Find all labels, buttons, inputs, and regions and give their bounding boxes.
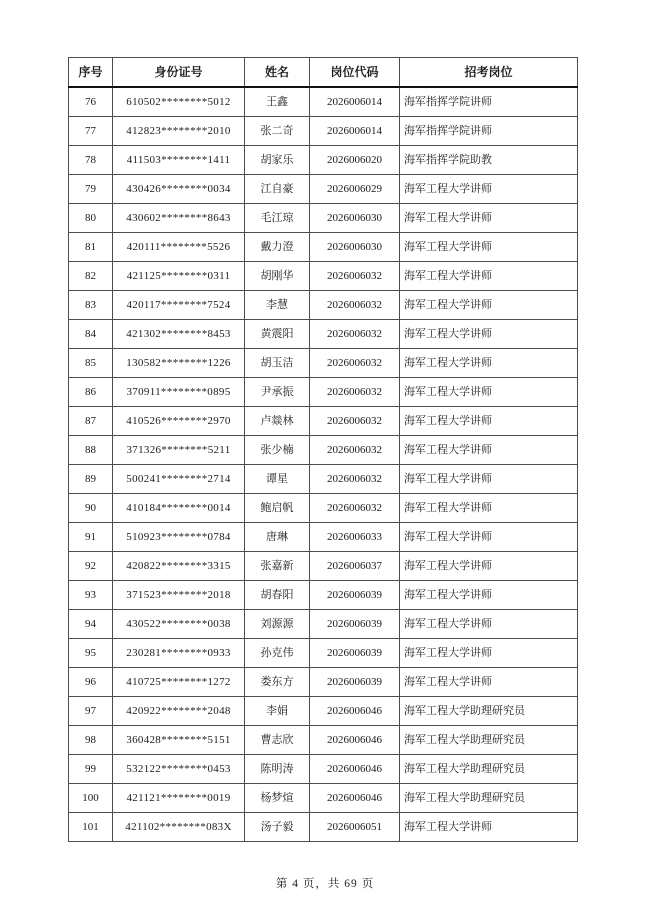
position-code-cell: 2026006039 xyxy=(310,668,400,697)
id-number-cell: 430602********8643 xyxy=(113,204,245,233)
name-cell: 毛江琼 xyxy=(245,204,310,233)
table-row xyxy=(69,436,578,465)
name-cell: 李慧 xyxy=(245,291,310,320)
col-header-name: 姓名 xyxy=(245,58,310,88)
position-title-cell: 海军工程大学讲师 xyxy=(400,175,578,204)
serial-number-cell: 97 xyxy=(69,697,113,726)
table-row xyxy=(69,175,578,204)
name-cell: 鲍启帆 xyxy=(245,494,310,523)
id-number-cell: 430426********0034 xyxy=(113,175,245,204)
position-code-cell: 2026006046 xyxy=(310,697,400,726)
position-title-cell: 海军工程大学助理研究员 xyxy=(400,755,578,784)
position-code-cell: 2026006032 xyxy=(310,320,400,349)
id-number-cell: 412823********2010 xyxy=(113,117,245,146)
position-title-cell: 海军工程大学讲师 xyxy=(400,552,578,581)
table-row xyxy=(69,639,578,668)
recruitment-roster-table xyxy=(68,57,578,842)
name-cell: 胡春阳 xyxy=(245,581,310,610)
col-header-position-title: 招考岗位 xyxy=(400,58,578,88)
table-header-row xyxy=(69,58,578,88)
id-number-cell: 421121********0019 xyxy=(113,784,245,813)
position-code-cell: 2026006020 xyxy=(310,146,400,175)
position-code-cell: 2026006032 xyxy=(310,349,400,378)
position-title-cell: 海军工程大学助理研究员 xyxy=(400,784,578,813)
table-row xyxy=(69,494,578,523)
table-row xyxy=(69,523,578,552)
serial-number-cell: 80 xyxy=(69,204,113,233)
name-cell: 曹志欣 xyxy=(245,726,310,755)
position-code-cell: 2026006039 xyxy=(310,610,400,639)
serial-number-cell: 90 xyxy=(69,494,113,523)
position-title-cell: 海军工程大学讲师 xyxy=(400,204,578,233)
name-cell: 黄震阳 xyxy=(245,320,310,349)
position-code-cell: 2026006030 xyxy=(310,233,400,262)
id-number-cell: 411503********1411 xyxy=(113,146,245,175)
table-row xyxy=(69,668,578,697)
position-code-cell: 2026006014 xyxy=(310,117,400,146)
serial-number-cell: 93 xyxy=(69,581,113,610)
serial-number-cell: 77 xyxy=(69,117,113,146)
table-row xyxy=(69,726,578,755)
id-number-cell: 370911********0895 xyxy=(113,378,245,407)
id-number-cell: 230281********0933 xyxy=(113,639,245,668)
position-title-cell: 海军工程大学讲师 xyxy=(400,233,578,262)
table-row xyxy=(69,378,578,407)
serial-number-cell: 99 xyxy=(69,755,113,784)
id-number-cell: 610502********5012 xyxy=(113,87,245,117)
name-cell: 杨梦煊 xyxy=(245,784,310,813)
table-row xyxy=(69,697,578,726)
position-code-cell: 2026006032 xyxy=(310,291,400,320)
name-cell: 汤子毅 xyxy=(245,813,310,842)
table-row xyxy=(69,552,578,581)
name-cell: 刘源源 xyxy=(245,610,310,639)
position-title-cell: 海军指挥学院讲师 xyxy=(400,117,578,146)
position-code-cell: 2026006030 xyxy=(310,204,400,233)
position-title-cell: 海军工程大学讲师 xyxy=(400,320,578,349)
position-title-cell: 海军工程大学讲师 xyxy=(400,262,578,291)
id-number-cell: 420117********7524 xyxy=(113,291,245,320)
name-cell: 李娟 xyxy=(245,697,310,726)
position-code-cell: 2026006046 xyxy=(310,726,400,755)
name-cell: 陈明涛 xyxy=(245,755,310,784)
name-cell: 胡玉洁 xyxy=(245,349,310,378)
serial-number-cell: 76 xyxy=(69,87,113,117)
position-title-cell: 海军工程大学讲师 xyxy=(400,436,578,465)
id-number-cell: 421125********0311 xyxy=(113,262,245,291)
name-cell: 王鑫 xyxy=(245,87,310,117)
name-cell: 胡家乐 xyxy=(245,146,310,175)
serial-number-cell: 91 xyxy=(69,523,113,552)
position-title-cell: 海军工程大学讲师 xyxy=(400,407,578,436)
table-row xyxy=(69,291,578,320)
id-number-cell: 371326********5211 xyxy=(113,436,245,465)
id-number-cell: 410725********1272 xyxy=(113,668,245,697)
position-title-cell: 海军工程大学讲师 xyxy=(400,378,578,407)
position-code-cell: 2026006037 xyxy=(310,552,400,581)
name-cell: 张少楠 xyxy=(245,436,310,465)
table-row xyxy=(69,320,578,349)
position-code-cell: 2026006032 xyxy=(310,494,400,523)
position-code-cell: 2026006032 xyxy=(310,465,400,494)
position-code-cell: 2026006032 xyxy=(310,436,400,465)
position-title-cell: 海军工程大学讲师 xyxy=(400,523,578,552)
table-row xyxy=(69,262,578,291)
serial-number-cell: 92 xyxy=(69,552,113,581)
table-body xyxy=(69,87,578,842)
serial-number-cell: 96 xyxy=(69,668,113,697)
table-row xyxy=(69,204,578,233)
position-code-cell: 2026006029 xyxy=(310,175,400,204)
serial-number-cell: 85 xyxy=(69,349,113,378)
name-cell: 卢燚林 xyxy=(245,407,310,436)
name-cell: 谭星 xyxy=(245,465,310,494)
id-number-cell: 410526********2970 xyxy=(113,407,245,436)
position-code-cell: 2026006032 xyxy=(310,262,400,291)
name-cell: 娄东方 xyxy=(245,668,310,697)
table-row xyxy=(69,784,578,813)
serial-number-cell: 100 xyxy=(69,784,113,813)
serial-number-cell: 98 xyxy=(69,726,113,755)
name-cell: 张嘉新 xyxy=(245,552,310,581)
col-header-id-number: 身份证号 xyxy=(113,58,245,88)
serial-number-cell: 82 xyxy=(69,262,113,291)
id-number-cell: 421302********8453 xyxy=(113,320,245,349)
position-title-cell: 海军工程大学助理研究员 xyxy=(400,697,578,726)
id-number-cell: 421102********083X xyxy=(113,813,245,842)
position-title-cell: 海军工程大学讲师 xyxy=(400,349,578,378)
table-row xyxy=(69,755,578,784)
position-code-cell: 2026006039 xyxy=(310,639,400,668)
table-row xyxy=(69,233,578,262)
id-number-cell: 500241********2714 xyxy=(113,465,245,494)
position-code-cell: 2026006014 xyxy=(310,87,400,117)
position-code-cell: 2026006039 xyxy=(310,581,400,610)
position-title-cell: 海军工程大学讲师 xyxy=(400,610,578,639)
serial-number-cell: 89 xyxy=(69,465,113,494)
serial-number-cell: 87 xyxy=(69,407,113,436)
id-number-cell: 510923********0784 xyxy=(113,523,245,552)
id-number-cell: 420922********2048 xyxy=(113,697,245,726)
table-row xyxy=(69,581,578,610)
table-row xyxy=(69,407,578,436)
serial-number-cell: 94 xyxy=(69,610,113,639)
id-number-cell: 360428********5151 xyxy=(113,726,245,755)
name-cell: 尹承振 xyxy=(245,378,310,407)
id-number-cell: 420111********5526 xyxy=(113,233,245,262)
serial-number-cell: 81 xyxy=(69,233,113,262)
position-title-cell: 海军工程大学讲师 xyxy=(400,813,578,842)
serial-number-cell: 83 xyxy=(69,291,113,320)
position-title-cell: 海军工程大学讲师 xyxy=(400,291,578,320)
serial-number-cell: 101 xyxy=(69,813,113,842)
position-code-cell: 2026006051 xyxy=(310,813,400,842)
position-code-cell: 2026006046 xyxy=(310,784,400,813)
name-cell: 唐琳 xyxy=(245,523,310,552)
col-header-position-code: 岗位代码 xyxy=(310,58,400,88)
name-cell: 张二奇 xyxy=(245,117,310,146)
table-row xyxy=(69,349,578,378)
id-number-cell: 130582********1226 xyxy=(113,349,245,378)
position-title-cell: 海军工程大学讲师 xyxy=(400,494,578,523)
table-row xyxy=(69,610,578,639)
serial-number-cell: 78 xyxy=(69,146,113,175)
serial-number-cell: 79 xyxy=(69,175,113,204)
page-number-footer: 第 4 页，共 69 页 xyxy=(275,878,375,890)
serial-number-cell: 86 xyxy=(69,378,113,407)
serial-number-cell: 95 xyxy=(69,639,113,668)
id-number-cell: 420822********3315 xyxy=(113,552,245,581)
position-code-cell: 2026006032 xyxy=(310,407,400,436)
position-code-cell: 2026006032 xyxy=(310,378,400,407)
table-row xyxy=(69,813,578,842)
position-title-cell: 海军工程大学讲师 xyxy=(400,581,578,610)
id-number-cell: 532122********0453 xyxy=(113,755,245,784)
name-cell: 戴力澄 xyxy=(245,233,310,262)
name-cell: 孙克伟 xyxy=(245,639,310,668)
table-row xyxy=(69,117,578,146)
position-code-cell: 2026006033 xyxy=(310,523,400,552)
position-title-cell: 海军指挥学院助教 xyxy=(400,146,578,175)
position-title-cell: 海军工程大学讲师 xyxy=(400,465,578,494)
position-title-cell: 海军工程大学讲师 xyxy=(400,668,578,697)
id-number-cell: 430522********0038 xyxy=(113,610,245,639)
serial-number-cell: 84 xyxy=(69,320,113,349)
table-row xyxy=(69,87,578,117)
position-code-cell: 2026006046 xyxy=(310,755,400,784)
name-cell: 胡刚华 xyxy=(245,262,310,291)
serial-number-cell: 88 xyxy=(69,436,113,465)
position-title-cell: 海军工程大学讲师 xyxy=(400,639,578,668)
table-row xyxy=(69,146,578,175)
name-cell: 江自豪 xyxy=(245,175,310,204)
col-header-serial-number: 序号 xyxy=(69,58,113,88)
table-row xyxy=(69,465,578,494)
id-number-cell: 410184********0014 xyxy=(113,494,245,523)
position-title-cell: 海军指挥学院讲师 xyxy=(400,87,578,117)
id-number-cell: 371523********2018 xyxy=(113,581,245,610)
position-title-cell: 海军工程大学助理研究员 xyxy=(400,726,578,755)
